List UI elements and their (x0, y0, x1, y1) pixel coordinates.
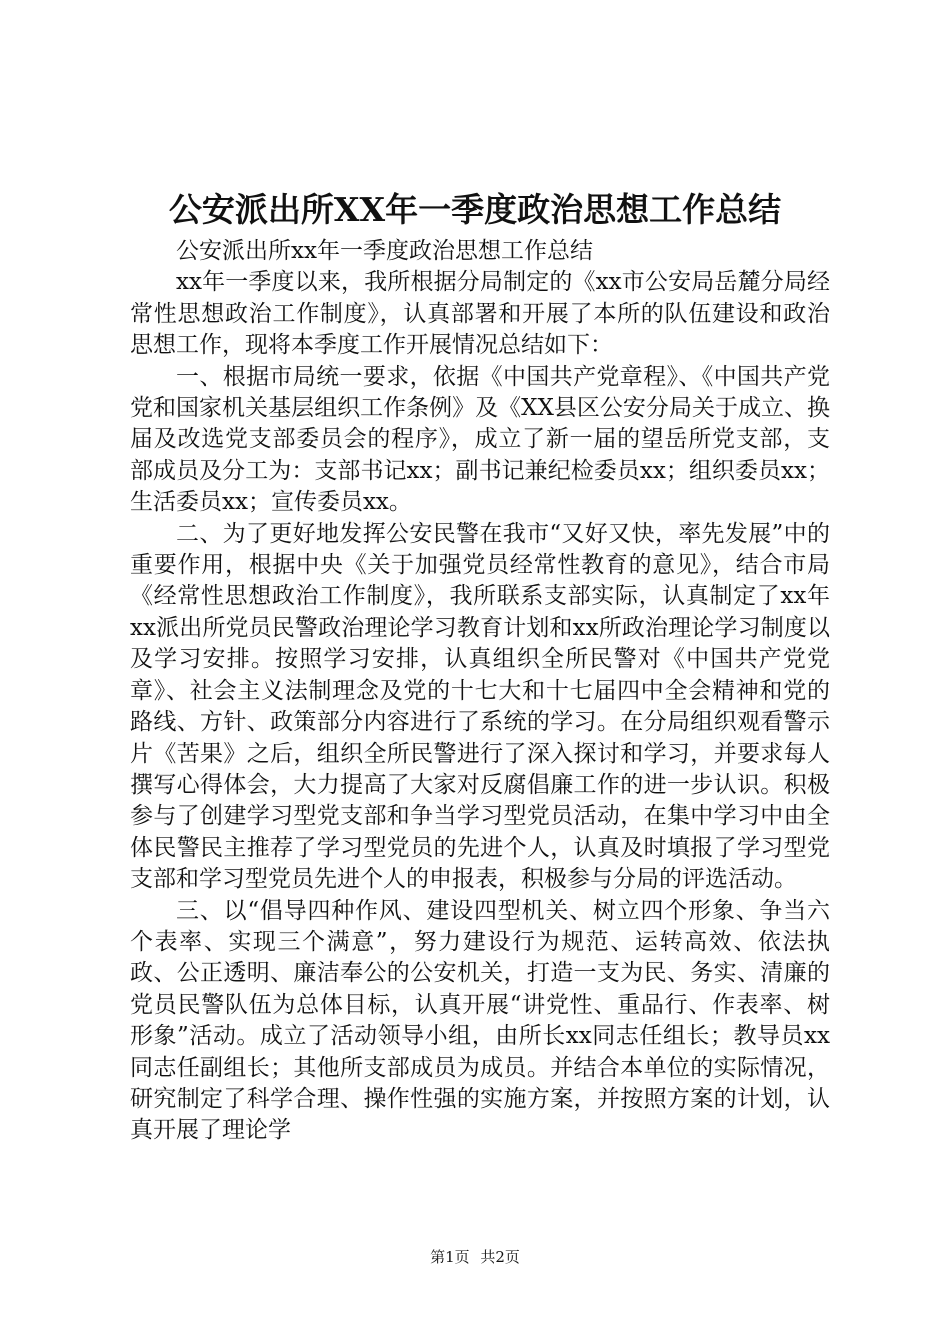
paragraph-intro: xx年一季度以来，我所根据分局制定的《xx市公安局岳麓分局经常性思想政治工作制度》，认真部署和开展了本所的队伍建设和政治思想工作，现将本季度工作开展情况总结如下： (130, 269, 830, 359)
page-footer (0, 1247, 950, 1267)
paragraph-section-three: 三、以“倡导四种作风、建设四型机关、树立四个形象、争当六个表率、实现三个满意”，努力建设行为规范、运转高效、依法执政、公正透明、廉洁奉公的公安机关，打造一支为民、务实、清廉的党员民警队伍为总体目标，认真开展“讲党性、重品行、作表率、树形象”活动。成立了活动领导小组，由所长xx同志任组长；教导员xx同志任副组长；其他所支部成员为成员。并结合本单位的实际情况，研究制定了科学合理、操作性强的实施方案，并按照方案的计划，认真开展了理论学 (130, 897, 830, 1144)
paragraph-subtitle: 公安派出所xx年一季度政治思想工作总结 (176, 238, 593, 264)
paragraph-section-two: 二、为了更好地发挥公安民警在我市“又好又快，率先发展”中的重要作用，根据中央《关于加强党员经常性教育的意见》，结合市局《经常性思想政治工作制度》，我所联系支部实际，认真制定了xx年xx派出所党员民警政治理论学习教育计划和xx所政治理论学习制度以及学习安排。按照学习安排，认真组织全所民警对《中国共产党党章》、社会主义法制理念及党的十七大和十七届四中全会精神和党的路线、方针、政策部分内容进行了系统的学习。在分局组织观看警示片《苦果》之后，组织全所民警进行了深入探讨和学习，并要求每人撰写心得体会，大力提高了大家对反腐倡廉工作的进一步认识。积极参与了创建学习型党支部和争当学习型党员活动，在集中学习中由全体民警民主推荐了学习型党员的先进个人，认真及时填报了学习型党支部和学习型党员先进个人的申报表，积极参与分局的评选活动。 (130, 520, 830, 893)
page-number: 第1页 (430, 1248, 470, 1266)
document-body (130, 236, 830, 1147)
document-title: 公安派出所XX年一季度政治思想工作总结 (168, 190, 782, 229)
page-total: 共2页 (480, 1248, 520, 1266)
paragraph-section-one: 一、根据市局统一要求，依据《中国共产党章程》、《中国共产党党和国家机关基层组织工作条例》及《XX县区公安分局关于成立、换届及改选党支部委员会的程序》，成立了新一届的望岳所党支部，支部成员及分工为：支部书记xx；副书记兼纪检委员xx；组织委员xx；生活委员xx；宣传委员xx。 (130, 363, 830, 516)
